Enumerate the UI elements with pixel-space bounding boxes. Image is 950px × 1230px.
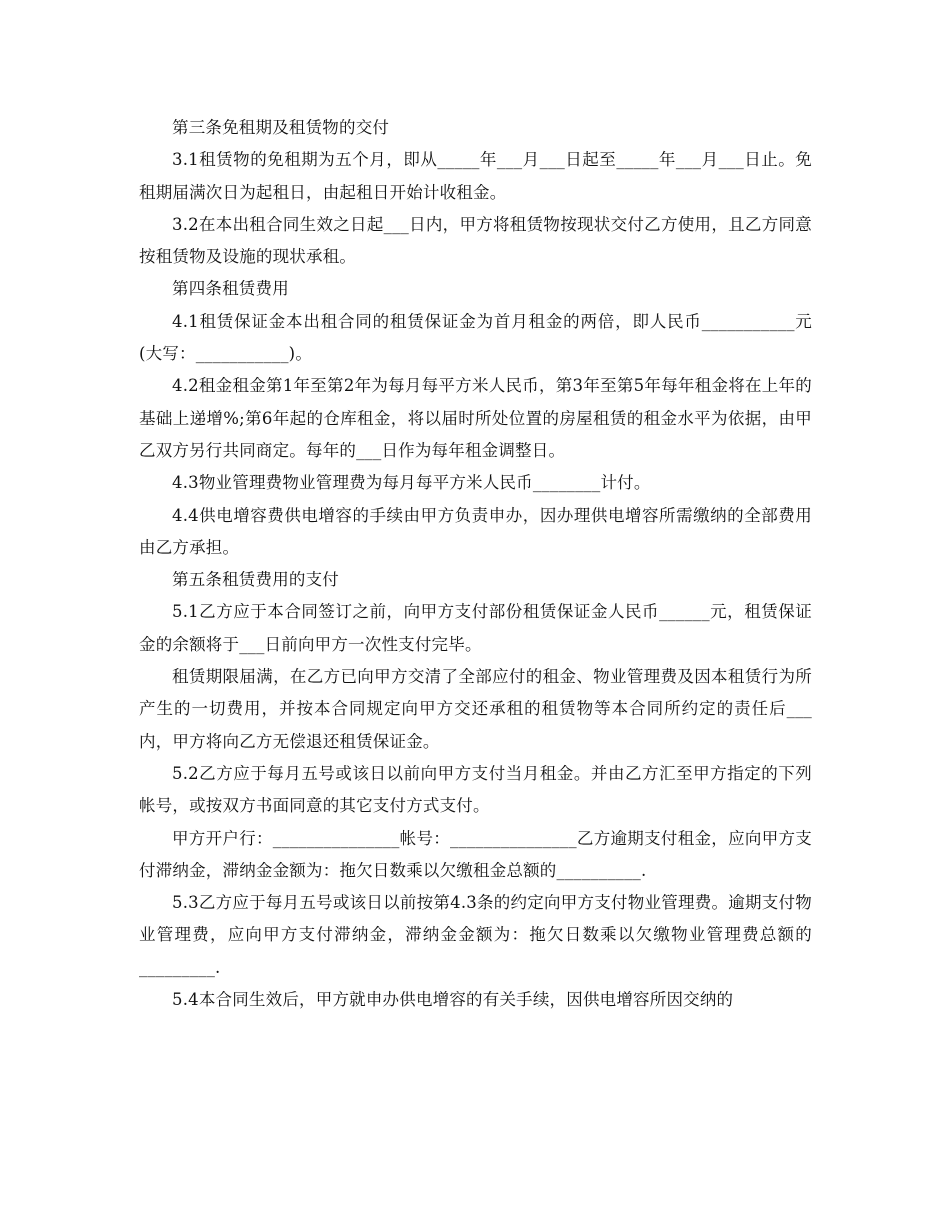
clause-5-1-refund: 租赁期限届满，在乙方已向甲方交清了全部应付的租金、物业管理费及因本租赁行为所产生的一切费用，并按本合同规定向甲方交还承租的租赁物等本合同所约定的责任后___内，甲方将向乙方无偿退还租赁保证金。 [139, 667, 812, 751]
clause-5-2-account: 甲方开户行：_______________帐号：_______________乙方逾期支付租金，应向甲方支付滞纳金，滞纳金金额为：拖欠日数乘以欠缴租金总额的__________. [139, 828, 812, 880]
clause-4-3: 4.3物业管理费物业管理费为每月每平方米人民币________计付。 [172, 473, 651, 493]
clause-3-2: 3.2在本出租合同生效之日起___日内，甲方将租赁物按现状交付乙方使用，且乙方同意按租赁物及设施的现状承租。 [139, 214, 812, 267]
clause-5-4: 5.4本合同生效后，甲方就申办供电增容的有关手续，因供电增容所因交纳的 [172, 990, 734, 1010]
clause-4-2: 4.2租金租金第1年至第2年为每月每平方米人民币，第3年至第5年每年租金将在上年的基础上递增%;第6年起的仓库租金，将以届时所处位置的房屋租赁的租金水平为依据，由甲乙双方另行共同商定。每年的___日作为每年租金调整日。 [139, 376, 812, 460]
clause-4-4: 4.4供电增容费供电增容的手续由甲方负责申办，因办理供电增容所需缴纳的全部费用由乙方承担。 [139, 505, 812, 557]
section-heading-4: 第四条租赁费用 [172, 279, 289, 299]
document-page [139, 112, 812, 1016]
clause-5-1: 5.1乙方应于本合同签订之前，向甲方支付部份租赁保证金人民币______元，租赁保证金的余额将于___日前向甲方一次性支付完毕。 [139, 602, 812, 654]
clause-3-1: 3.1租赁物的免租期为五个月，即从_____年___月___日起至_____年___月___日止。免租期届满次日为起租日，由起租日开始计收租金。 [139, 150, 812, 202]
clause-4-1: 4.1租赁保证金本出租合同的租赁保证金为首月租金的两倍，即人民币___________元(大写：___________)。 [139, 311, 812, 364]
section-heading-5: 第五条租赁费用的支付 [172, 570, 339, 590]
clause-5-3: 5.3乙方应于每月五号或该日以前按第4.3条的约定向甲方支付物业管理费。逾期支付物业管理费，应向甲方支付滞纳金，滞纳金金额为：拖欠日数乘以欠缴物业管理费总额的_________. [139, 893, 812, 977]
section-heading-3: 第三条免租期及租赁物的交付 [172, 118, 390, 137]
clause-5-2: 5.2乙方应于每月五号或该日以前向甲方支付当月租金。并由乙方汇至甲方指定的下列帐号，或按双方书面同意的其它支付方式支付。 [139, 763, 812, 816]
